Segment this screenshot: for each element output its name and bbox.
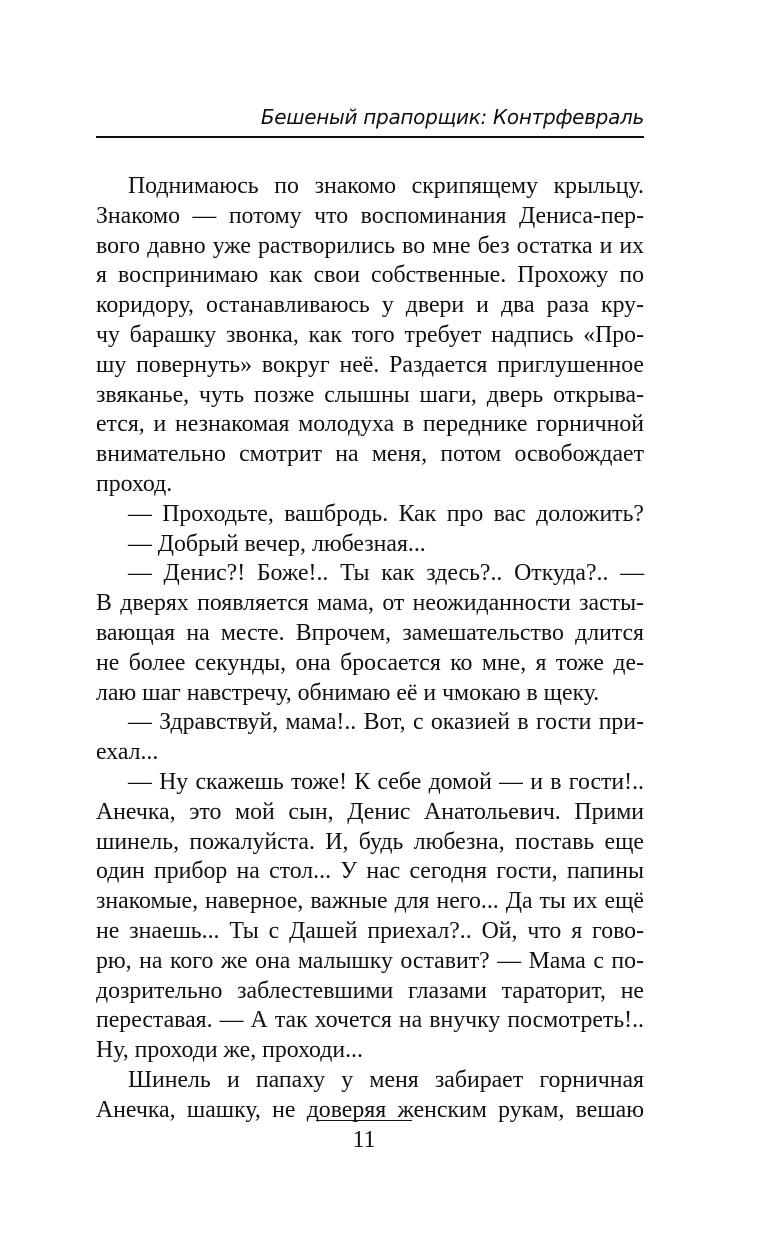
- text-line: знакомые, наверное, важные для него... Да ты их ещё: [96, 888, 644, 915]
- text-line: один прибор на стол... У нас сегодня гости, папины: [96, 858, 644, 885]
- text-line: Анечка, это мой сын, Денис Анатольевич. Прими: [96, 798, 644, 825]
- text-line: не знаешь... Ты с Дашей приехал?.. Ой, что я гово-: [96, 917, 644, 944]
- body-text: [96, 172, 644, 1126]
- running-title: Бешеный прапорщик: Контрфевраль: [260, 105, 644, 129]
- text-line: коридору, останавливаюсь у двери и два раза кру-: [96, 292, 644, 319]
- footer-rule: [316, 1120, 412, 1121]
- text-line: Знакомо — потому что воспоминания Дениса-пер-: [96, 202, 644, 229]
- text-line: — Денис?! Боже!.. Ты как здесь?.. Откуда?.. —: [128, 560, 644, 587]
- text-line: не более секунды, она бросается ко мне, я тоже де-: [96, 649, 644, 676]
- text-line: вающая на месте. Впрочем, замешательство длится: [96, 619, 644, 646]
- text-line: — Добрый вечер, любезная...: [128, 530, 426, 557]
- text-line: дозрительно заблестевшими глазами тараторит, не: [96, 977, 644, 1004]
- page-number: 11: [352, 1127, 376, 1153]
- text-line: Шинель и папаху у меня забирает горничная: [128, 1066, 644, 1093]
- text-line: шинель, пожалуйста. И, будь любезна, поставь еще: [96, 828, 644, 855]
- text-line: ехал...: [96, 739, 159, 766]
- text-line: я воспринимаю как свои собственные. Прохожу по: [96, 262, 644, 289]
- text-line: Ну, проходи же, проходи...: [96, 1037, 363, 1064]
- text-line: внимательно смотрит на меня, потом освобождает: [96, 441, 644, 468]
- text-line: Анечка, шашку, не доверяя женским рукам, вешаю: [96, 1096, 644, 1123]
- text-line: звяканье, чуть позже слышны шаги, дверь открыва-: [96, 381, 644, 408]
- text-line: — Здравствуй, мама!.. Вот, с оказией в гости при-: [128, 709, 644, 736]
- text-line: Поднимаюсь по знакомо скрипящему крыльцу.: [128, 173, 644, 199]
- text-line: лаю шаг навстречу, обнимаю её и чмокаю в щеку.: [96, 679, 600, 706]
- text-line: проход.: [96, 470, 173, 497]
- text-line: — Ну скажешь тоже! К себе домой — и в гости!..: [128, 768, 644, 795]
- text-line: вого давно уже растворились во мне без остатка и их: [96, 232, 644, 259]
- header-rule: [96, 136, 644, 138]
- text-line: В дверях появляется мама, от неожиданности засты-: [96, 590, 644, 617]
- text-line: ется, и незнакомая молодуха в переднике горничной: [96, 411, 644, 438]
- text-line: переставая. — А так хочется на внучку посмотреть!..: [96, 1007, 644, 1034]
- text-line: — Проходьте, вашбродь. Как про вас доложить?: [128, 500, 644, 527]
- text-line: чу барашку звонка, как того требует надпись «Про-: [96, 321, 644, 348]
- text-line: шу повернуть» вокруг неё. Раздается приглушенное: [96, 351, 644, 378]
- text-line: рю, на кого же она малышку оставит? — Мама с по-: [96, 947, 644, 974]
